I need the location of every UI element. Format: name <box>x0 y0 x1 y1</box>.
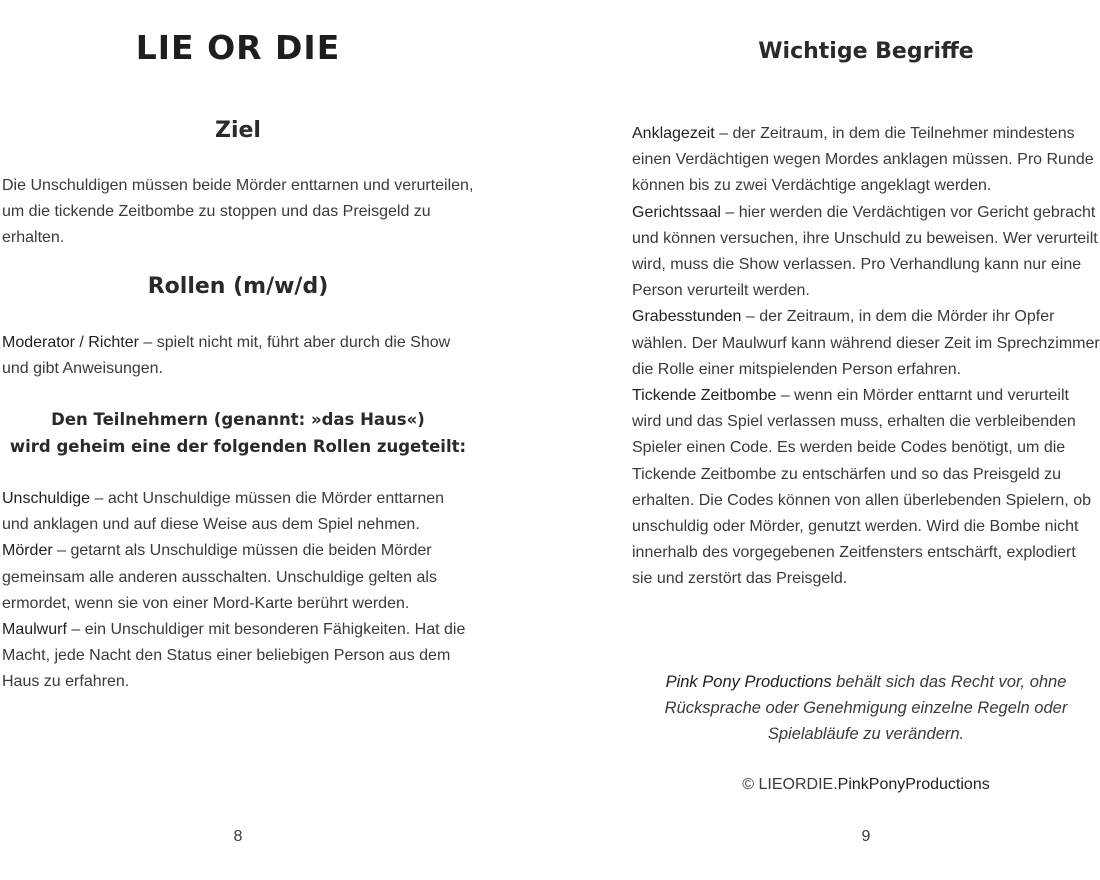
term-desc-time-bomb: – wenn ein Mörder enttarnt und verurteilt wird und das Spiel verlassen muss, erhalten die verbleibenden Spieler einen Code. Es werden beide Codes benötigt, um die Tickende Zeitbombe zu entschärfen und so das Preisgeld zu erhalten. Die Codes können von allen überlebenden Spielern, ob unschuldig oder Mörder, genutzt werden. Wird die Bombe nicht innerhalb des vorgegebenen Zeitfensters entschärft, explodiert sie und zerstört das Preisgeld. <box>632 387 1091 588</box>
term-courtroom: Gerichtssaal <box>632 203 721 221</box>
legal-text: behält sich das Recht vor, ohne Rücksprache oder Genehmigung einzelne Regeln oder Spielabläufe zu verändern. <box>664 673 1068 743</box>
copyright-line <box>632 776 1100 794</box>
list-item <box>632 121 1100 200</box>
list-item <box>2 486 474 538</box>
page-number-right: 9 <box>861 828 871 845</box>
list-item <box>632 200 1100 305</box>
role-desc-innocents: – acht Unschuldige müssen die Mörder enttarnen und anklagen und auf diese Weise aus dem Spiel nehmen. <box>2 490 445 534</box>
legal-notice <box>632 669 1100 747</box>
moderator-role <box>2 330 474 382</box>
game-logo: LIE OR DIE <box>135 28 341 67</box>
role-term-moderator: Moderator / Richter <box>2 334 139 351</box>
terms-list <box>632 121 1100 593</box>
copyright-brand: PinkPonyProductions <box>837 776 990 793</box>
list-item <box>2 538 474 617</box>
list-item <box>632 383 1100 593</box>
role-term-innocents: Unschuldige <box>2 490 91 507</box>
term-time-bomb: Tickende Zeitbombe <box>632 387 777 405</box>
term-desc-grave-hours: – der Zeitraum, in dem die Mörder ihr Opfer wählen. Der Maulwurf kann während dieser Zeit im Sprechzimmer die Rolle einer mitspielenden Person erfahren. <box>632 308 1100 378</box>
role-term-mole: Maulwurf <box>2 621 67 639</box>
left-page <box>2 0 474 880</box>
page-number-left: 8 <box>233 828 243 845</box>
roles-heading: Rollen (m/w/d) <box>147 274 329 299</box>
roles-assignment-line-1: Den Teilnehmern (genannt: »das Haus«) <box>51 410 425 429</box>
term-grave-hours: Grabesstunden <box>632 308 742 326</box>
right-page <box>632 0 1100 880</box>
goal-text: Die Unschuldigen müssen beide Mörder enttarnen und verurteilen, um die tickende Zeitbombe zu stoppen und das Preisgeld zu erhalten. <box>2 177 474 247</box>
role-term-murderers: Mörder <box>2 542 53 560</box>
role-desc-mole: – ein Unschuldiger mit besonderen Fähigkeiten. Hat die Macht, jede Nacht den Status einer beliebigen Person aus dem Haus zu erfahren. <box>2 621 466 691</box>
list-item <box>632 304 1100 383</box>
goal-heading: Ziel <box>215 118 261 143</box>
terms-heading: Wichtige Begriffe <box>758 39 974 64</box>
term-desc-courtroom: – hier werden die Verdächtigen vor Gericht gebracht und können versuchen, ihre Unschuld zu beweisen. Wer verurteilt wird, muss die Show verlassen. Pro Verhandlung kann nur eine Person verurteilt werden. <box>632 203 1098 300</box>
term-accusation-time: Anklagezeit <box>632 125 715 142</box>
roles-list <box>2 486 474 696</box>
legal-brand: Pink Pony Productions <box>665 673 832 691</box>
list-item <box>2 617 474 696</box>
role-desc-murderers: – getarnt als Unschuldige müssen die beiden Mörder gemeinsam alle anderen ausschalten. Unschuldige gelten als ermordet, wenn sie von einer Mord-Karte berührt werden. <box>2 542 437 612</box>
roles-assignment-line-2: wird geheim eine der folgenden Rollen zugeteilt: <box>9 437 467 456</box>
role-desc-moderator: – spielt nicht mit, führt aber durch die Show und gibt Anweisungen. <box>2 334 451 378</box>
copyright-prefix: © LIEORDIE. <box>742 776 838 793</box>
term-desc-accusation-time: – der Zeitraum, in dem die Teilnehmer mindestens einen Verdächtigen wegen Mordes anklagen müssen. Pro Runde können bis zu zwei Verdächtige angeklagt werden. <box>632 125 1094 195</box>
